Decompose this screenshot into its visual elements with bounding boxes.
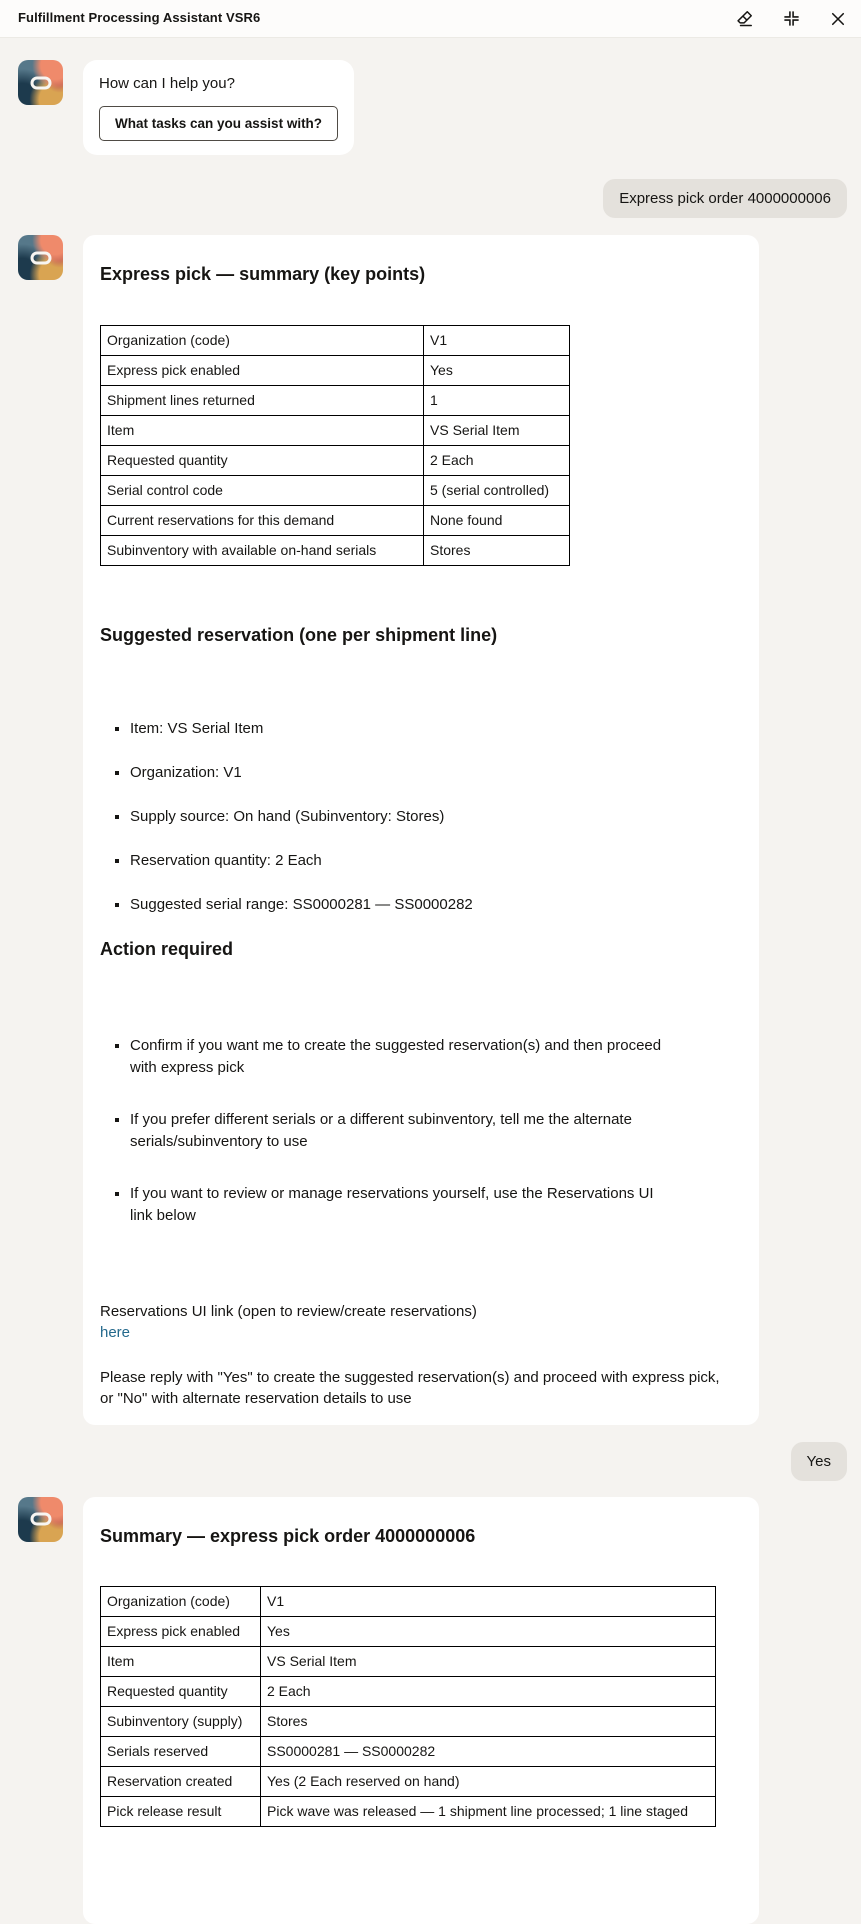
assistant-greeting-row [18, 60, 847, 155]
table-row [101, 445, 570, 475]
suggestion-chip[interactable]: What tasks can you assist with? [99, 106, 338, 141]
summary-heading: Express pick — summary (key points) [100, 264, 426, 284]
clear-conversation-button[interactable] [733, 7, 756, 30]
row-value: VS Serial Item [261, 1647, 716, 1677]
user-message-express-pick: Express pick order 4000000006 [603, 179, 847, 218]
oracle-logo-icon [30, 1513, 51, 1526]
row-label: Serial control code [101, 475, 424, 505]
row-value: 2 Each [261, 1677, 716, 1707]
key-points-table [100, 325, 570, 566]
eraser-icon [735, 9, 754, 28]
row-label: Organization (code) [101, 325, 424, 355]
suggested-reservation-heading: Suggested reservation (one per shipment line) [100, 624, 498, 645]
row-label: Current reservations for this demand [101, 505, 424, 535]
row-label: Pick release result [101, 1797, 261, 1827]
row-value: 2 Each [424, 445, 570, 475]
table-row [101, 325, 570, 355]
row-label: Organization (code) [101, 1587, 261, 1617]
suggested-reservation-list [100, 718, 668, 915]
collapse-icon [782, 9, 801, 28]
list-item: ▪ If you want to review or manage reservations yourself, use the Reservations UI link below [130, 1183, 668, 1227]
table-row [101, 385, 570, 415]
row-label: Subinventory (supply) [101, 1707, 261, 1737]
row-value: 1 [424, 385, 570, 415]
table-row [101, 1617, 716, 1647]
express-pick-summary-card [83, 235, 759, 1425]
assistant-avatar [18, 235, 63, 280]
table-row [101, 1737, 716, 1767]
table-row [101, 1647, 716, 1677]
list-item: ▪ Suggested serial range: SS0000281 — SS0000282 [130, 894, 668, 915]
reply-instructions: Please reply with "Yes" to create the suggested reservation(s) and proceed with express pick, or "No" with alternate reservation details to use [100, 1368, 720, 1407]
table-row [101, 355, 570, 385]
assistant-summary-row [18, 235, 847, 1425]
assistant-final-summary-row [18, 1497, 847, 1924]
row-value: SS0000281 — SS0000282 [261, 1737, 716, 1767]
close-button[interactable] [827, 8, 849, 30]
assistant-greeting-bubble [83, 60, 354, 155]
close-icon [829, 10, 847, 28]
chat-header [0, 0, 861, 38]
final-summary-table [100, 1586, 716, 1827]
action-required-heading: Action required [100, 939, 234, 959]
oracle-logo-icon [30, 251, 51, 264]
greeting-text: How can I help you? [99, 75, 235, 92]
row-label: Subinventory with available on-hand serials [101, 535, 424, 565]
final-summary-card [83, 1497, 759, 1924]
row-value: Pick wave was released — 1 shipment line processed; 1 line staged [261, 1797, 716, 1827]
row-label: Item [101, 415, 424, 445]
table-row [101, 475, 570, 505]
row-value: V1 [261, 1587, 716, 1617]
row-value: Yes (2 Each reserved on hand) [261, 1767, 716, 1797]
row-value: Yes [424, 355, 570, 385]
row-value: VS Serial Item [424, 415, 570, 445]
table-row [101, 505, 570, 535]
user-message-yes: Yes [791, 1442, 847, 1481]
assistant-avatar [18, 1497, 63, 1542]
table-row [101, 1767, 716, 1797]
row-label: Shipment lines returned [101, 385, 424, 415]
row-label: Requested quantity [101, 445, 424, 475]
list-item: ▪ Reservation quantity: 2 Each [130, 850, 668, 871]
row-value: None found [424, 505, 570, 535]
user-message-row [18, 1442, 847, 1481]
conversation [0, 38, 861, 1924]
list-item: ▪ Confirm if you want me to create the suggested reservation(s) and then proceed with express pick [130, 1035, 668, 1079]
table-row [101, 535, 570, 565]
table-row [101, 1707, 716, 1737]
row-label: Reservation created [101, 1767, 261, 1797]
oracle-logo-icon [30, 76, 51, 89]
reservations-ui-link[interactable]: here [100, 1323, 131, 1341]
row-label: Express pick enabled [101, 355, 424, 385]
row-label: Requested quantity [101, 1677, 261, 1707]
table-row [101, 1677, 716, 1707]
list-item: ▪ Organization: V1 [130, 762, 668, 783]
list-item: ▪ If you prefer different serials or a different subinventory, tell me the alternate serials/subinventory to use [130, 1109, 668, 1153]
table-row [101, 415, 570, 445]
chat-title: Fulfillment Processing Assistant VSR6 [18, 10, 261, 26]
table-row [101, 1587, 716, 1617]
list-item: ▪ Supply source: On hand (Subinventory: Stores) [130, 806, 668, 827]
table-row [101, 1797, 716, 1827]
row-value: Stores [261, 1707, 716, 1737]
action-required-list [100, 1035, 668, 1227]
list-item: ▪ Item: VS Serial Item [130, 718, 668, 739]
row-value: 5 (serial controlled) [424, 475, 570, 505]
collapse-button[interactable] [780, 7, 803, 30]
row-label: Serials reserved [101, 1737, 261, 1767]
assistant-avatar [18, 60, 63, 105]
row-label: Express pick enabled [101, 1617, 261, 1647]
row-value: Stores [424, 535, 570, 565]
user-message-row [18, 179, 847, 218]
final-summary-heading: Summary — express pick order 4000000006 [100, 1525, 476, 1546]
reservations-ui-link-label: Reservations UI link (open to review/create reservations) [100, 1302, 477, 1320]
row-label: Item [101, 1647, 261, 1677]
row-value: V1 [424, 325, 570, 355]
row-value: Yes [261, 1617, 716, 1647]
